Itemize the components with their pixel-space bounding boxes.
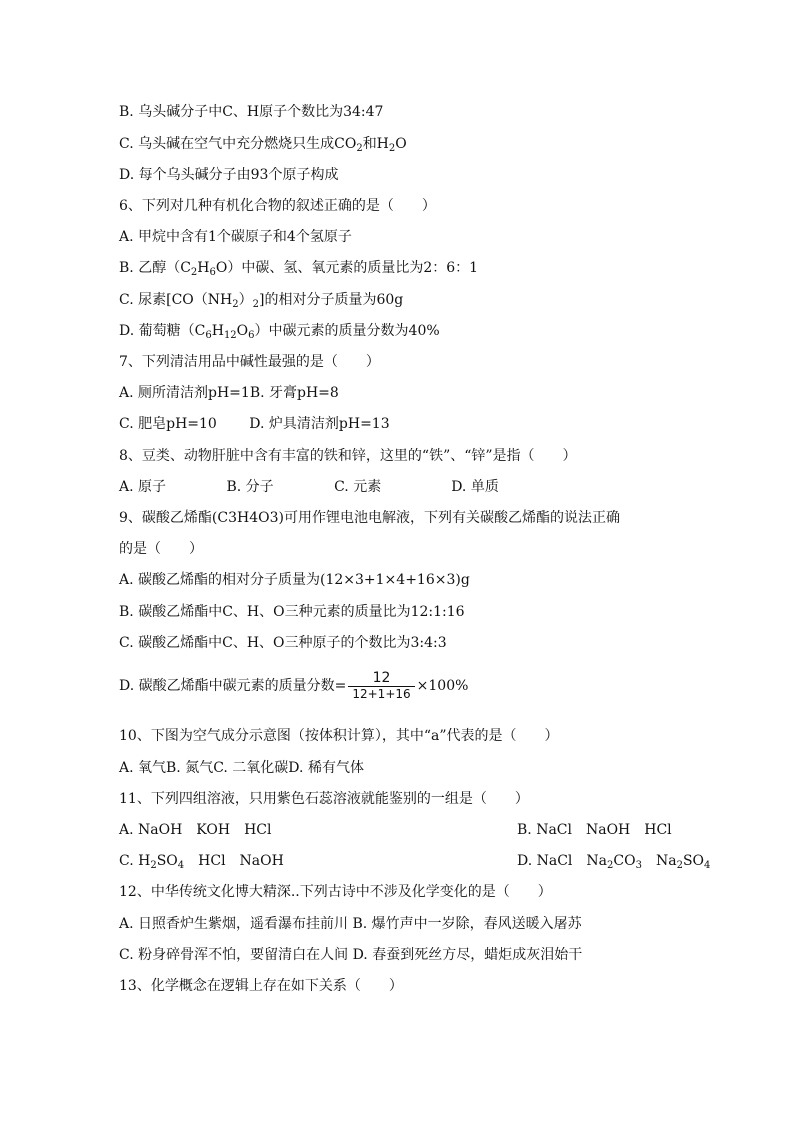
subscript: 2: [190, 267, 198, 278]
subscript: 4: [177, 860, 185, 871]
text: C. H: [119, 853, 151, 869]
q11-stem: 11、下列四组溶液，只用紫色石蕊溶液就能鉴别的一组是（ ）: [119, 791, 529, 807]
subscript: 2: [356, 143, 363, 154]
q6-option-b: [119, 259, 478, 282]
q9-option-b: B. 碳酸乙烯酯中C、H、O三种元素的质量比为12:1:16: [119, 604, 465, 620]
subscript: 2: [607, 860, 614, 871]
text: D. 葡萄糖（C: [119, 323, 206, 339]
text: O）中碳、氢、氧元素的质量比为2：6：1: [215, 260, 479, 276]
subscript: 6: [205, 330, 212, 341]
option-c: [119, 853, 284, 869]
q8-options: A. 原子 B. 分子 C. 元素 D. 单质: [119, 479, 499, 495]
fraction-numerator: 12: [372, 670, 391, 686]
subscript: 4: [704, 860, 711, 871]
option-a: A. NaOH KOH HCl: [119, 822, 272, 838]
q7-options-ab: A. 厕所清洁剂pH=1B. 牙膏pH=8: [119, 385, 339, 401]
text: 和H: [362, 136, 389, 152]
text: ]的相对分子质量为60g: [258, 292, 404, 308]
q11-options-cd: [119, 852, 711, 875]
q6-option-c: [119, 291, 403, 314]
text: H: [197, 260, 210, 276]
q5-option-b: B. 乌头碱分子中C、H原子个数比为34:47: [119, 104, 384, 120]
subscript: 2: [388, 143, 396, 154]
q6-option-a: A. 甲烷中含有1个碳原子和4个氢原子: [119, 229, 352, 245]
subscript: 6: [209, 267, 216, 278]
subscript: 3: [635, 860, 642, 871]
q10-options: A. 氧气B. 氮气C. 二氧化碳D. 稀有气体: [119, 760, 364, 776]
text: ）: [238, 292, 253, 308]
q5-option-c: [119, 135, 407, 158]
q11-options-ab: [119, 821, 672, 839]
fraction-denominator: 12+1+16: [348, 686, 414, 702]
q9-option-d: [119, 670, 468, 702]
q13-stem: 13、化学概念在逻辑上存在如下关系（ ）: [119, 978, 403, 994]
text: ）中碳元素的质量分数为40%: [254, 323, 440, 339]
text: O: [236, 323, 249, 339]
text: HCl NaOH: [184, 853, 284, 869]
subscript: 2: [676, 860, 683, 871]
q9-option-a: A. 碳酸乙烯酯的相对分子质量为(12×3+1×4+16×3)g: [119, 572, 470, 588]
q5-option-d: D. 每个乌头碱分子由93个原子构成: [119, 167, 339, 183]
text: O: [395, 136, 407, 152]
q6-stem: 6、下列对几种有机化合物的叙述正确的是（ ）: [119, 198, 436, 214]
fraction: [348, 670, 414, 702]
text: ×100%: [416, 678, 469, 694]
q8-stem: 8、豆类、动物肝脏中含有丰富的铁和锌，这里的“铁”、“锌”是指（ ）: [119, 448, 577, 464]
q9-stem-line2: 的是（ ）: [119, 541, 203, 557]
text: D. 碳酸乙烯酯中碳元素的质量分数=: [119, 678, 347, 694]
subscript: 6: [248, 330, 255, 341]
text: D. NaCl Na: [517, 853, 608, 869]
text: B. 乙醇（C: [119, 260, 191, 276]
text: H: [211, 323, 224, 339]
subscript: 12: [223, 330, 237, 341]
option-d: [517, 852, 710, 875]
text: C. 尿素[CO（NH: [119, 292, 233, 308]
subscript: 2: [150, 860, 157, 871]
q9-stem-line1: 9、碳酸乙烯酯(C3H4O3)可用作锂电池电解液，下列有关碳酸乙烯酯的说法正确: [119, 510, 620, 526]
text: CO: [613, 853, 636, 869]
text: SO: [156, 853, 178, 869]
subscript: 2: [252, 299, 259, 310]
option-b: B. NaCl NaOH HCl: [517, 822, 672, 838]
q7-options-cd: C. 肥皂pH=10 D. 炉具清洁剂pH=13: [119, 416, 390, 432]
q12-options-ab: A. 日照香炉生紫烟，遥看瀑布挂前川 B. 爆竹声中一岁除，春风送暖入屠苏: [119, 916, 582, 932]
q10-stem: 10、下图为空气成分示意图（按体积计算），其中“a”代表的是（ ）: [119, 728, 559, 744]
q9-option-c: C. 碳酸乙烯酯中C、H、O三种原子的个数比为3:4:3: [119, 635, 447, 651]
text: SO: [682, 853, 705, 869]
subscript: 2: [232, 299, 239, 310]
q6-option-d: [119, 322, 440, 345]
text: Na: [641, 853, 677, 869]
q12-options-cd: C. 粉身碎骨浑不怕，要留清白在人间 D. 春蚕到死丝方尽，蜡炬成灰泪始干: [119, 947, 583, 963]
q12-stem: 12、中华传统文化博大精深..下列古诗中不涉及化学变化的是（ ）: [119, 884, 552, 900]
text: C. 乌头碱在空气中充分燃烧只生成CO: [119, 136, 357, 152]
q7-stem: 7、下列清洁用品中碱性最强的是（ ）: [119, 354, 380, 370]
